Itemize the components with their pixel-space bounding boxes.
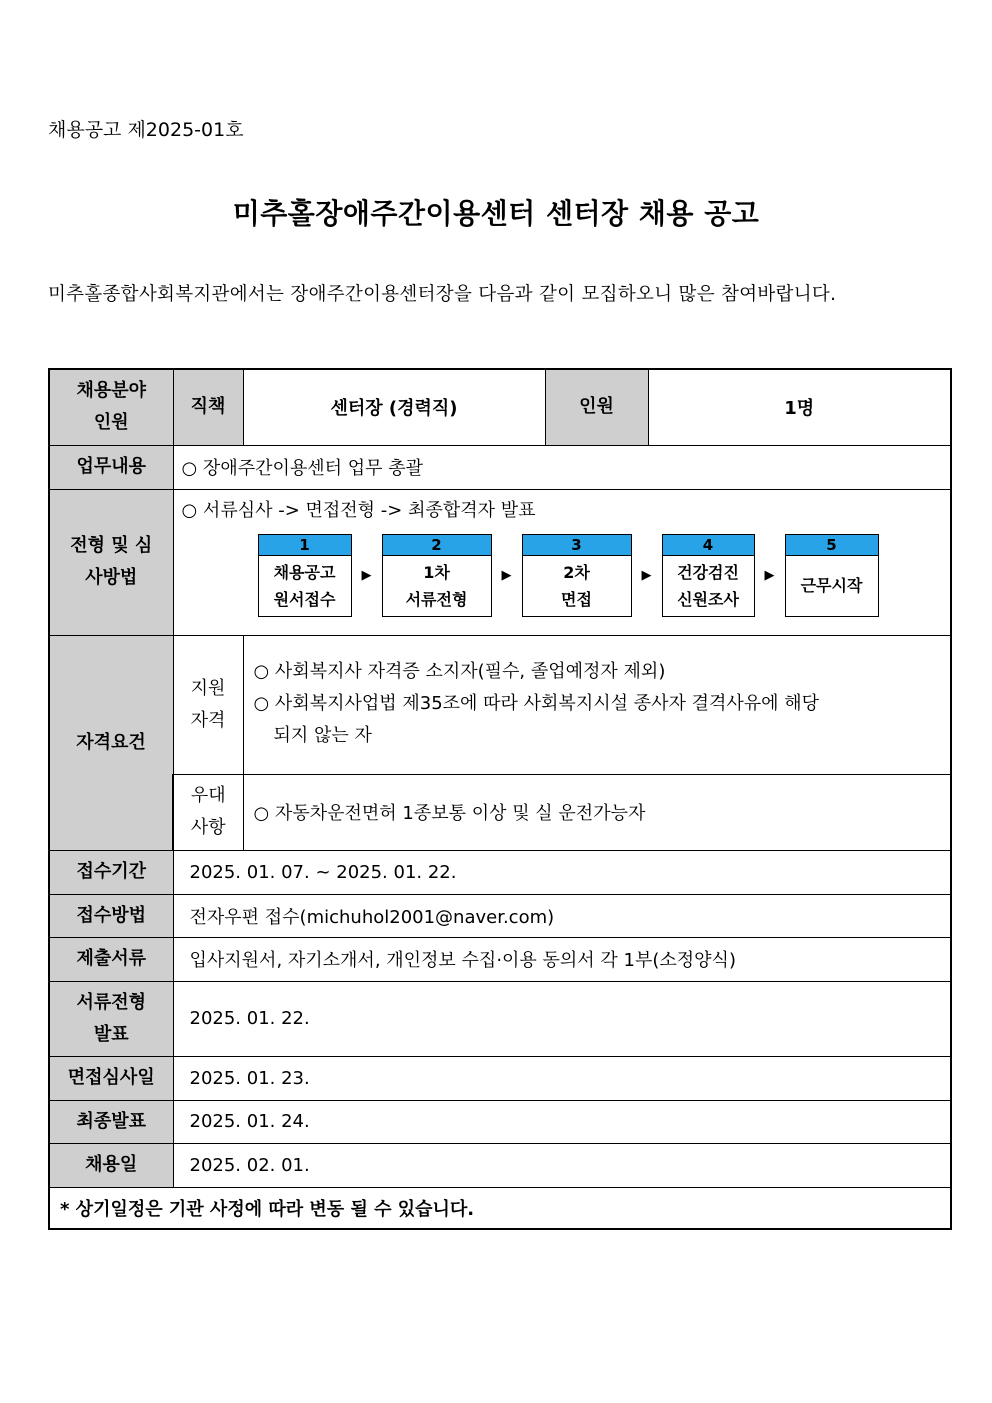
method-row: [49, 894, 951, 937]
field-row: [49, 369, 951, 445]
process-step: [258, 534, 352, 617]
selection-summary: ○ 서류심사 -> 면접전형 -> 최종합격자 발표: [181, 499, 536, 521]
method-label: 접수방법: [49, 894, 173, 937]
process-step: [785, 534, 879, 617]
interview-value: 2025. 01. 23.: [173, 1056, 951, 1100]
duties-label: 업무내용: [49, 445, 173, 489]
process-step: [662, 534, 755, 617]
arrow-right-icon: ▶: [501, 567, 512, 583]
step-number: 2: [383, 535, 491, 556]
eligibility-item: ○ 사회복지사업법 제35조에 따라 사회복지시설 종사자 결격사유에 해당: [253, 692, 820, 714]
doc-result-row: [49, 981, 951, 1056]
eligibility-item: ○ 사회복지사 자격증 소지자(필수, 졸업예정자 제외): [253, 660, 666, 682]
final-value: 2025. 01. 24.: [173, 1100, 951, 1143]
doc-result-label: 서류전형 발표: [49, 981, 173, 1056]
count-label: 인원: [545, 369, 648, 445]
period-label: 접수기간: [49, 850, 173, 894]
process-flow: [258, 534, 951, 617]
method-value: 전자우편 접수(michuhol2001@naver.com): [173, 894, 951, 937]
field-label: 채용분야 인원: [49, 369, 173, 445]
footnote-row: [49, 1187, 951, 1229]
selection-row: [49, 489, 951, 635]
eligibility-label: 지원 자격: [173, 635, 243, 774]
period-value: 2025. 01. 07. ~ 2025. 01. 22.: [173, 850, 951, 894]
documents-row: [49, 937, 951, 981]
step-number: 1: [259, 535, 351, 556]
final-label: 최종발표: [49, 1100, 173, 1143]
selection-cell: [173, 489, 951, 635]
step-number: 5: [786, 535, 878, 556]
doc-result-value: 2025. 01. 22.: [173, 981, 951, 1056]
notice-number: 채용공고 제2025-01호: [48, 119, 244, 141]
step-number: 4: [663, 535, 754, 556]
position-label: 직책: [173, 369, 243, 445]
recruitment-table: [48, 368, 952, 1230]
arrow-right-icon: ▶: [361, 567, 372, 583]
documents-value: 입사지원서, 자기소개서, 개인정보 수집·이용 동의서 각 1부(소정양식): [173, 937, 951, 981]
duties-value: ○ 장애주간이용센터 업무 총괄: [173, 445, 951, 489]
selection-label: 전형 및 심 사방법: [49, 489, 173, 635]
process-step: [522, 534, 632, 617]
final-row: [49, 1100, 951, 1143]
eligibility-item-continued: 되지 않는 자: [273, 724, 372, 746]
process-step: [382, 534, 492, 617]
hire-date-value: 2025. 02. 01.: [173, 1143, 951, 1187]
step-label: 1차 서류전형: [405, 562, 468, 609]
period-row: [49, 850, 951, 894]
preference-value: ○ 자동차운전면허 1종보통 이상 및 실 운전가능자: [243, 774, 951, 850]
count-value: 1명: [648, 369, 951, 445]
qualification-label: 자격요건: [49, 635, 173, 850]
preference-row: [49, 774, 951, 850]
eligibility-row: [49, 635, 951, 774]
hire-date-row: [49, 1143, 951, 1187]
position-value: 센터장 (경력직): [243, 369, 545, 445]
interview-label: 면접심사일: [49, 1056, 173, 1100]
hire-date-label: 채용일: [49, 1143, 173, 1187]
step-label: 채용공고 원서접수: [273, 562, 336, 609]
step-label: 2차 면접: [561, 562, 592, 609]
arrow-right-icon: ▶: [641, 567, 652, 583]
preference-label: 우대 사항: [173, 774, 243, 850]
eligibility-value: [243, 635, 951, 774]
footnote: * 상기일정은 기관 사정에 따라 변동 될 수 있습니다.: [49, 1187, 951, 1229]
step-label: 건강검진 신원조사: [677, 562, 739, 609]
page-title: 미추홀장애주간이용센터 센터장 채용 공고: [232, 197, 760, 230]
duties-row: [49, 445, 951, 489]
interview-row: [49, 1056, 951, 1100]
arrow-right-icon: ▶: [764, 567, 775, 583]
intro-text: 미추홀종합사회복지관에서는 장애주간이용센터장을 다음과 같이 모집하오니 많은 참여바랍니다.: [48, 284, 837, 305]
documents-label: 제출서류: [49, 937, 173, 981]
step-number: 3: [523, 535, 631, 556]
step-label: 근무시작: [800, 576, 863, 595]
